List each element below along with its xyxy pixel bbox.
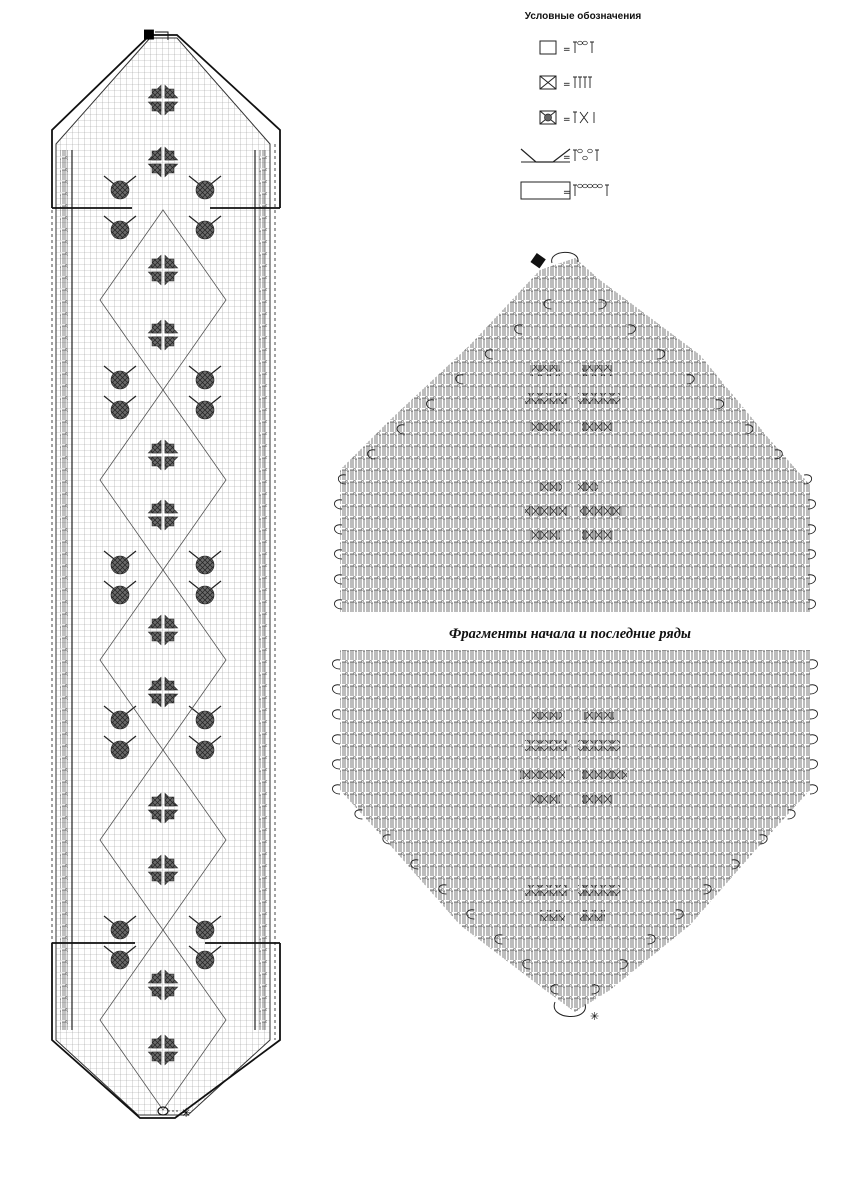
legend bbox=[521, 41, 609, 199]
svg-text:=: = bbox=[563, 45, 571, 55]
svg-text:=: = bbox=[563, 153, 571, 163]
empty-square-icon bbox=[540, 41, 556, 54]
runner-grid bbox=[56, 30, 271, 1120]
fragment-end-marker-icon: ✳ bbox=[590, 1010, 600, 1023]
svg-text:=: = bbox=[563, 115, 571, 125]
fragment-end-chart bbox=[333, 650, 818, 1015]
runner-right-border bbox=[259, 150, 267, 1030]
runner-left-border bbox=[60, 150, 68, 1030]
table-runner-chart bbox=[52, 30, 280, 1120]
end-marker-icon: ✳ bbox=[181, 1106, 192, 1120]
fragments-caption: Фрагменты начала и последние ряды bbox=[449, 626, 691, 642]
fragment-start-chart bbox=[335, 255, 816, 615]
start-marker-icon: ■ bbox=[142, 27, 156, 42]
svg-text:=: = bbox=[563, 188, 571, 198]
svg-text:=: = bbox=[563, 80, 571, 90]
legend-title: Условные обозначения bbox=[524, 11, 642, 22]
fragment-start-marker-icon bbox=[530, 253, 545, 268]
